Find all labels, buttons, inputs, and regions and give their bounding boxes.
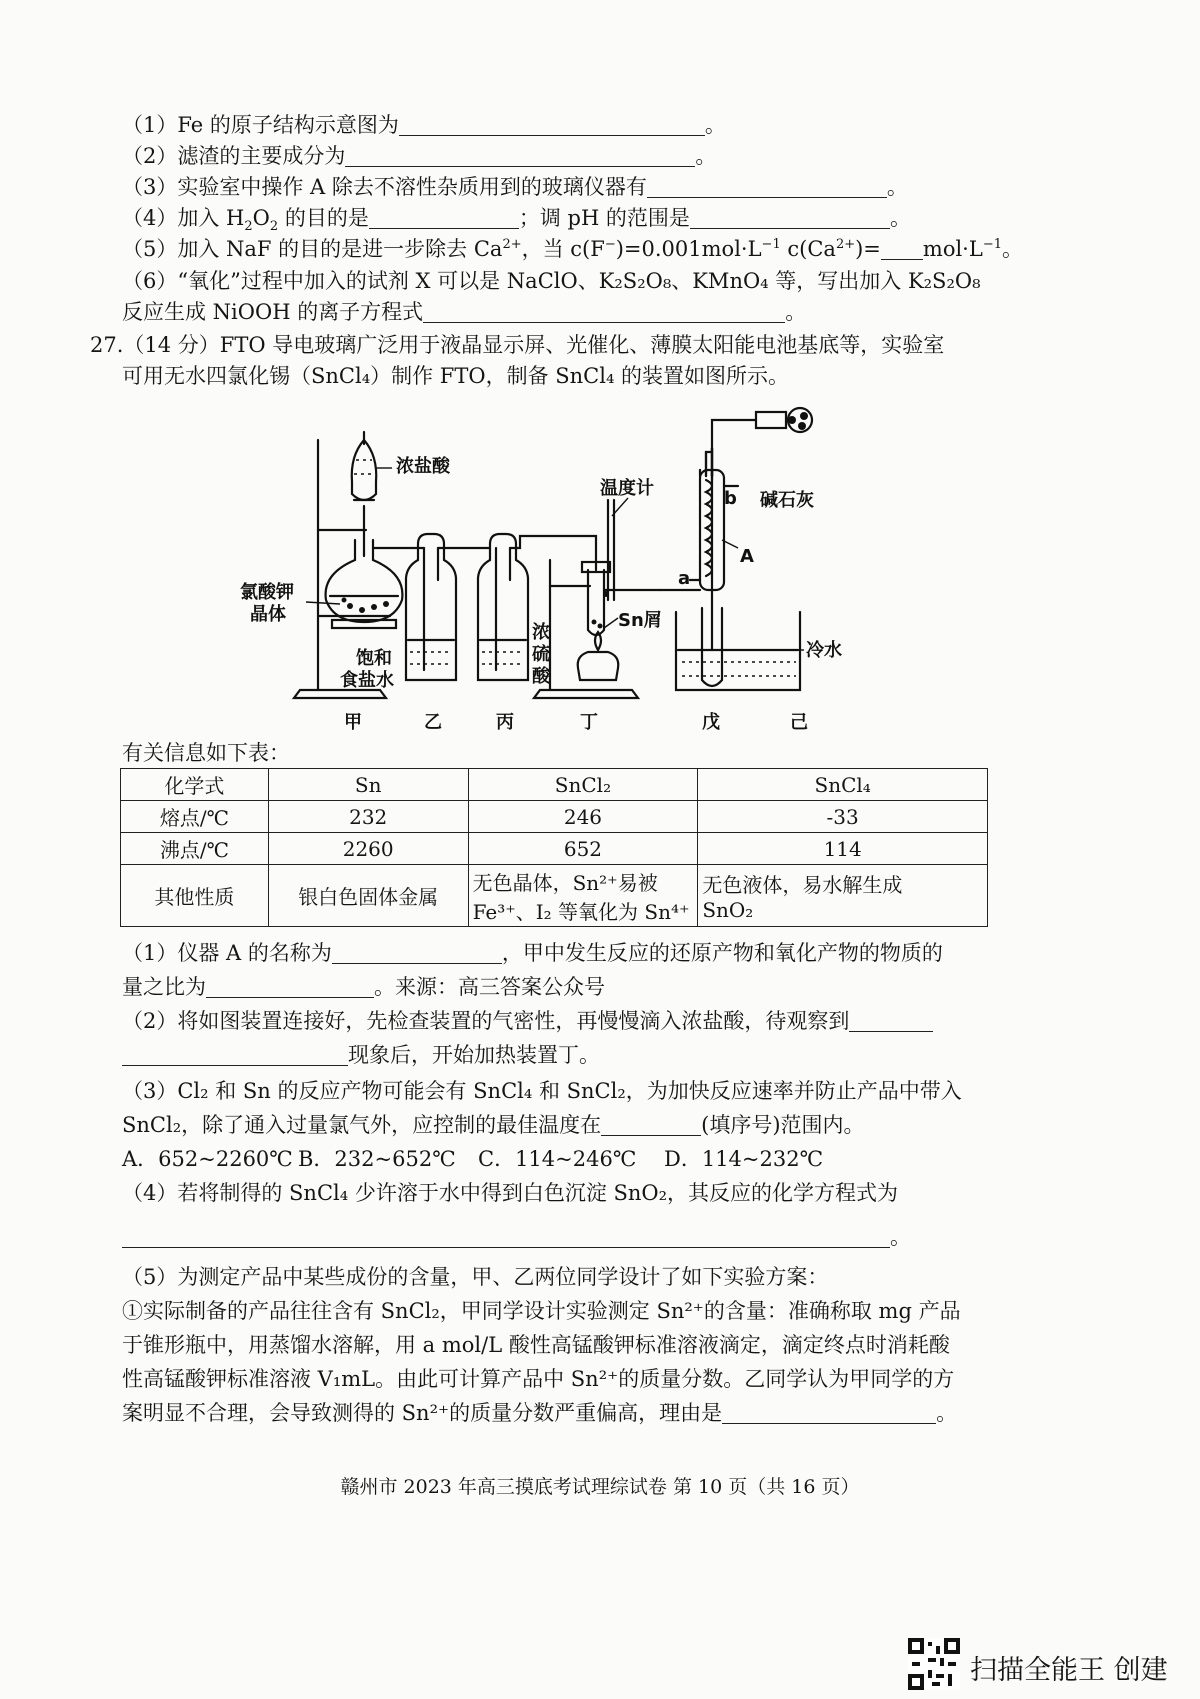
q27-item-5-line1: ①实际制备的产品往往含有 SnCl₂，甲同学设计实验测定 Sn²⁺的含量：准确称取 mg 产品 [122,1299,961,1323]
option-d[interactable]: D．114~232℃ [664,1147,824,1171]
stand-base [534,690,638,698]
q27-item-5-line3: 性高锰酸钾标准溶液 V₁mL。由此可计算产品中 Sn²⁺的质量分数。乙同学认为甲同学的方 [122,1367,955,1391]
label-sn: Sn屑 [618,610,662,631]
station-jia: 甲 [344,712,362,733]
table-cell: 熔点/℃ [121,801,269,833]
answer-blank[interactable] [122,1043,348,1066]
q27-item-5-line4: 案明显不合理，会导致测得的 Sn²⁺的质量分数严重偏高，理由是 。 [122,1401,958,1425]
label-conc-hcl: 浓盐酸 [396,456,450,477]
q27-item-2-cont: 现象后，开始加热装置丁。 [122,1040,600,1070]
crystal [359,607,365,613]
crystal [371,604,377,610]
crystal [347,603,353,609]
table-row [121,833,988,865]
table-cell: 246 [468,801,698,833]
station-yi: 乙 [424,712,442,733]
q27-item-3-options [122,1144,823,1174]
soda-lime-grains [798,422,806,430]
label-kclo3: 氯酸钾 [240,582,294,603]
q27-item-3-cont: SnCl₂，除了通入过量氯气外，应控制的最佳温度在 (填序号)范围内。 [122,1113,865,1137]
table-cell: 232 [268,801,468,833]
apparatus-diagram [0,0,1200,740]
table-cell: SnCl₄ [698,769,988,801]
table-cell: 2260 [268,833,468,865]
label-brine: 饱和 [356,648,392,669]
q26-item-6: （6）“氧化”过程中加入的试剂 X 可以是 NaClO、K₂S₂O₈、KMnO₄ 等，写出加入 K₂S₂O₈ [122,269,981,293]
table-cell: Sn [268,769,468,801]
station-bing: 丙 [496,712,514,733]
table-intro: 有关信息如下表： [122,741,290,765]
tube-to-drying [712,420,756,448]
q27-intro-cont: 可用无水四氯化锡（SnCl₄）制作 FTO，制备 SnCl₄ 的装置如图所示。 [122,364,790,388]
qr-code-icon [908,1638,960,1690]
wash-bottle-1 [406,534,456,680]
option-b[interactable]: B．232~652℃ [298,1147,456,1171]
table-row [121,865,988,927]
q26-item-4: （4）加入 $H_2O_2$ 的目的是 ；调 pH 的范围是 。 [122,206,911,235]
leader [306,602,340,604]
q27-item-5: （5）为测定产品中某些成份的含量，甲、乙两位同学设计了如下实验方案： [122,1265,829,1289]
label-h2so4-2: 硫 [532,644,550,665]
answer-blank[interactable] [122,1225,890,1248]
q26-item-5: （5）加入 NaF 的目的是进一步除去 $Ca^{2+}$，当 $c(F^-)=0.001mol\cdot L^{-1}$ $c(Ca^{2+})= mol\cdot L^{-1}$。 [122,237,1023,261]
table-cell: 沸点/℃ [121,833,269,865]
page-footer: 赣州市 2023 年高三摸底考试理综试卷 第 10 页（共 16 页） [340,1476,860,1498]
label-A: A [740,546,754,567]
answer-blank[interactable] [722,1401,936,1424]
q27-item-5-line2: 于锥形瓶中，用蒸馏水溶解，用 a mol/L 酸性高锰酸钾标准溶液滴定，滴定终点时消耗酸 [122,1333,950,1357]
answer-blank[interactable] [601,1113,701,1136]
table-cell: 无色液体，易水解生成 SnO₂ [698,865,988,927]
q27-item-1: （1）仪器 A 的名称为 ，甲中发生反应的还原产物和氧化产物的物质的 [122,941,943,965]
properties-table [120,768,988,927]
alcohol-lamp [578,652,619,680]
answer-blank[interactable] [849,1009,933,1032]
table-row [121,801,988,833]
q27-item-4: （4）若将制得的 SnCl₄ 少许溶于水中得到白色沉淀 SnO₂，其反应的化学方程式为 [122,1181,899,1205]
soda-lime-grains [788,416,796,424]
q27-item-2: （2）将如图装置连接好，先检查装置的气密性，再慢慢滴入浓盐酸，待观察到 [122,1006,933,1036]
leader [604,618,618,628]
wash-bottle-2 [478,534,528,680]
label-a: a [678,568,691,589]
station-wu: 戊 [702,712,720,733]
q26-item-6-cont: 反应生成 NiOOH 的离子方程式 。 [122,300,807,324]
crystal [342,598,347,603]
table-cell: 银白色固体金属 [268,865,468,927]
option-c[interactable]: C．114~246℃ [478,1147,637,1171]
scanner-watermark: 扫描全能王 创建 [970,1655,1168,1686]
q27-intro: 27.（14 分）FTO 导电玻璃广泛用于液晶显示屏、光催化、薄膜太阳能电池基底等，实验室 [90,333,945,357]
label-h2so4-3: 酸 [532,666,550,687]
q26-item-2: （2）滤渣的主要成分为 。 [122,144,717,168]
option-a[interactable]: A．652~2260℃ [122,1147,293,1171]
q26-item-3: （3）实验室中操作 A 除去不溶性杂质用到的玻璃仪器有 。 [122,175,908,199]
q27-item-1-cont: 量之比为 。来源：高三答案公众号 [122,975,605,999]
drying-tube [756,412,786,428]
thermometer-bulb [603,591,609,597]
answer-blank[interactable] [332,941,502,964]
table-cell: 652 [468,833,698,865]
answer-blank[interactable] [206,975,374,998]
label-soda-lime: 碱石灰 [760,490,814,511]
station-ding: 丁 [580,712,598,733]
label-b: b [724,488,737,509]
q27-item-4-cont: 。 [122,1222,911,1252]
sn-filings [592,620,597,625]
soda-lime-grains [800,412,808,420]
q27-item-3: （3）Cl₂ 和 Sn 的反应产物可能会有 SnCl₄ 和 SnCl₂，为加快反应速率并防止产品中带入 [122,1079,962,1103]
table-cell: 其他性质 [121,865,269,927]
table-cell: -33 [698,801,988,833]
sn-filings [598,624,603,629]
label-h2so4: 浓 [532,622,550,643]
table-cell: 无色晶体，Sn²⁺易被 Fe³⁺、I₂ 等氧化为 Sn⁴⁺ [468,865,698,927]
table-row [121,769,988,801]
crystal [383,601,389,607]
dropping-funnel [352,440,377,500]
table-cell: SnCl₂ [468,769,698,801]
table-cell: 化学式 [121,769,269,801]
stand-base [294,690,386,698]
label-kclo3-2: 晶体 [250,604,286,625]
table-cell: 114 [698,833,988,865]
label-thermometer: 温度计 [600,478,654,499]
q26-item-1: （1）Fe 的原子结构示意图为 。 [122,113,726,137]
label-brine-2: 食盐水 [340,670,394,691]
label-cold-water: 冷水 [806,640,842,661]
station-ji: 己 [790,712,808,733]
